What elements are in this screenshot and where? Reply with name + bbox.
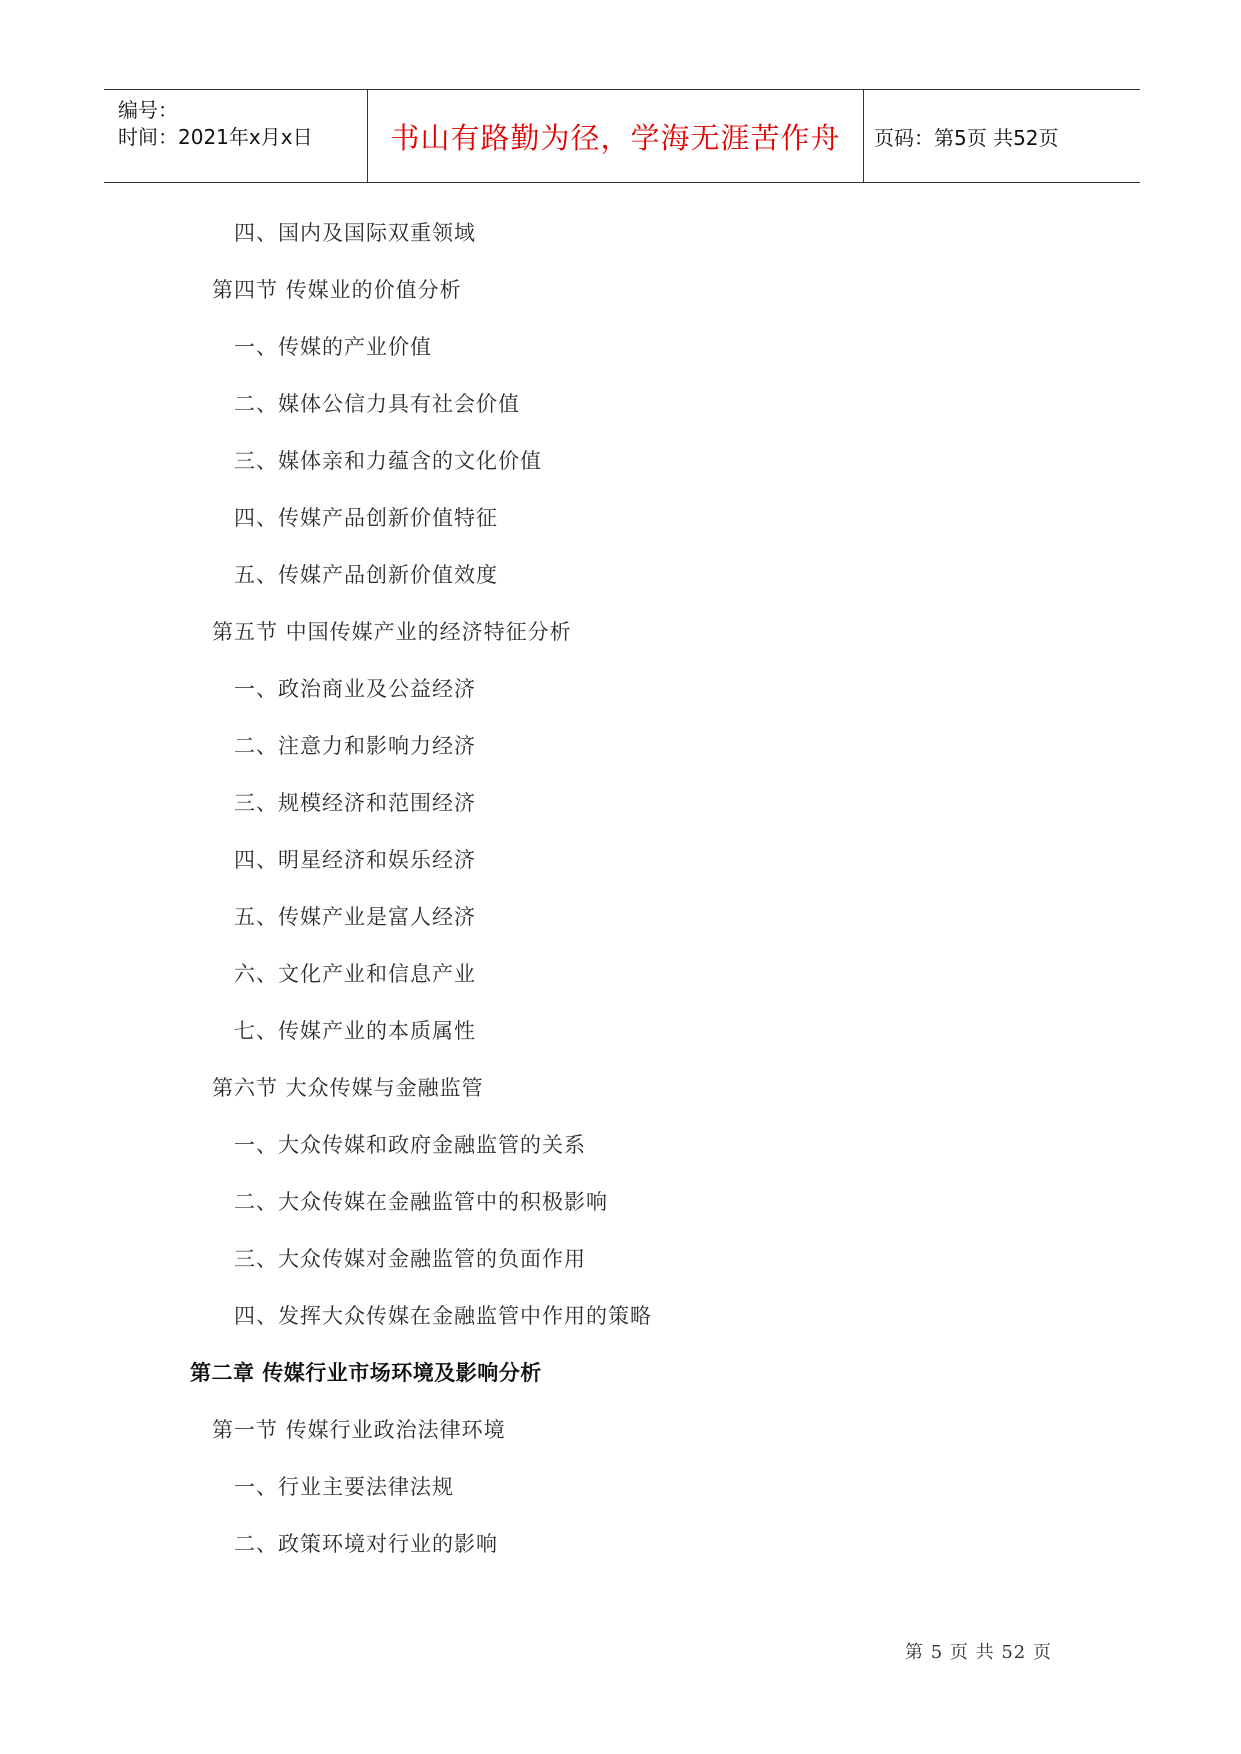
toc-item: 一、大众传媒和政府金融监管的关系 [234,1133,586,1157]
page-header [104,89,1140,183]
toc-item: 五、传媒产品创新价值效度 [234,563,498,587]
toc-item: 二、政策环境对行业的影响 [234,1532,498,1556]
toc-chapter: 第二章 传媒行业市场环境及影响分析 [190,1360,542,1385]
header-meta-cell [104,90,368,182]
toc-item: 一、政治商业及公益经济 [234,677,476,701]
toc-section: 第四节 传媒业的价值分析 [212,278,462,302]
toc-item: 三、规模经济和范围经济 [234,791,476,815]
toc-item: 二、注意力和影响力经济 [234,734,476,758]
header-page-code: 页码：第5页 共52页 [874,125,1059,150]
toc-item: 一、行业主要法律法规 [234,1475,454,1499]
header-motto: 书山有路勤为径，学海无涯苦作舟 [368,90,864,182]
serial-label: 编号： [118,98,178,122]
toc-item: 三、大众传媒对金融监管的负面作用 [234,1247,586,1271]
toc-section: 第六节 大众传媒与金融监管 [212,1076,484,1100]
toc-item: 六、文化产业和信息产业 [234,962,476,986]
toc-item: 四、传媒产品创新价值特征 [234,506,498,530]
time-label: 时间：2021年x月x日 [118,125,313,149]
toc-section: 第一节 传媒行业政治法律环境 [212,1418,506,1442]
toc-item: 四、发挥大众传媒在金融监管中作用的策略 [234,1304,652,1328]
toc-section: 第五节 中国传媒产业的经济特征分析 [212,620,572,644]
toc-item: 三、媒体亲和力蕴含的文化价值 [234,449,542,473]
toc-item: 二、媒体公信力具有社会价值 [234,392,520,416]
page-footer: 第 5 页 共 52 页 [905,1642,1052,1663]
toc-item: 四、国内及国际双重领域 [234,221,476,245]
toc-item: 七、传媒产业的本质属性 [234,1019,476,1043]
toc-item: 五、传媒产业是富人经济 [234,905,476,929]
toc-item: 四、明星经济和娱乐经济 [234,848,476,872]
toc-item: 二、大众传媒在金融监管中的积极影响 [234,1190,608,1214]
toc-item: 一、传媒的产业价值 [234,335,432,359]
